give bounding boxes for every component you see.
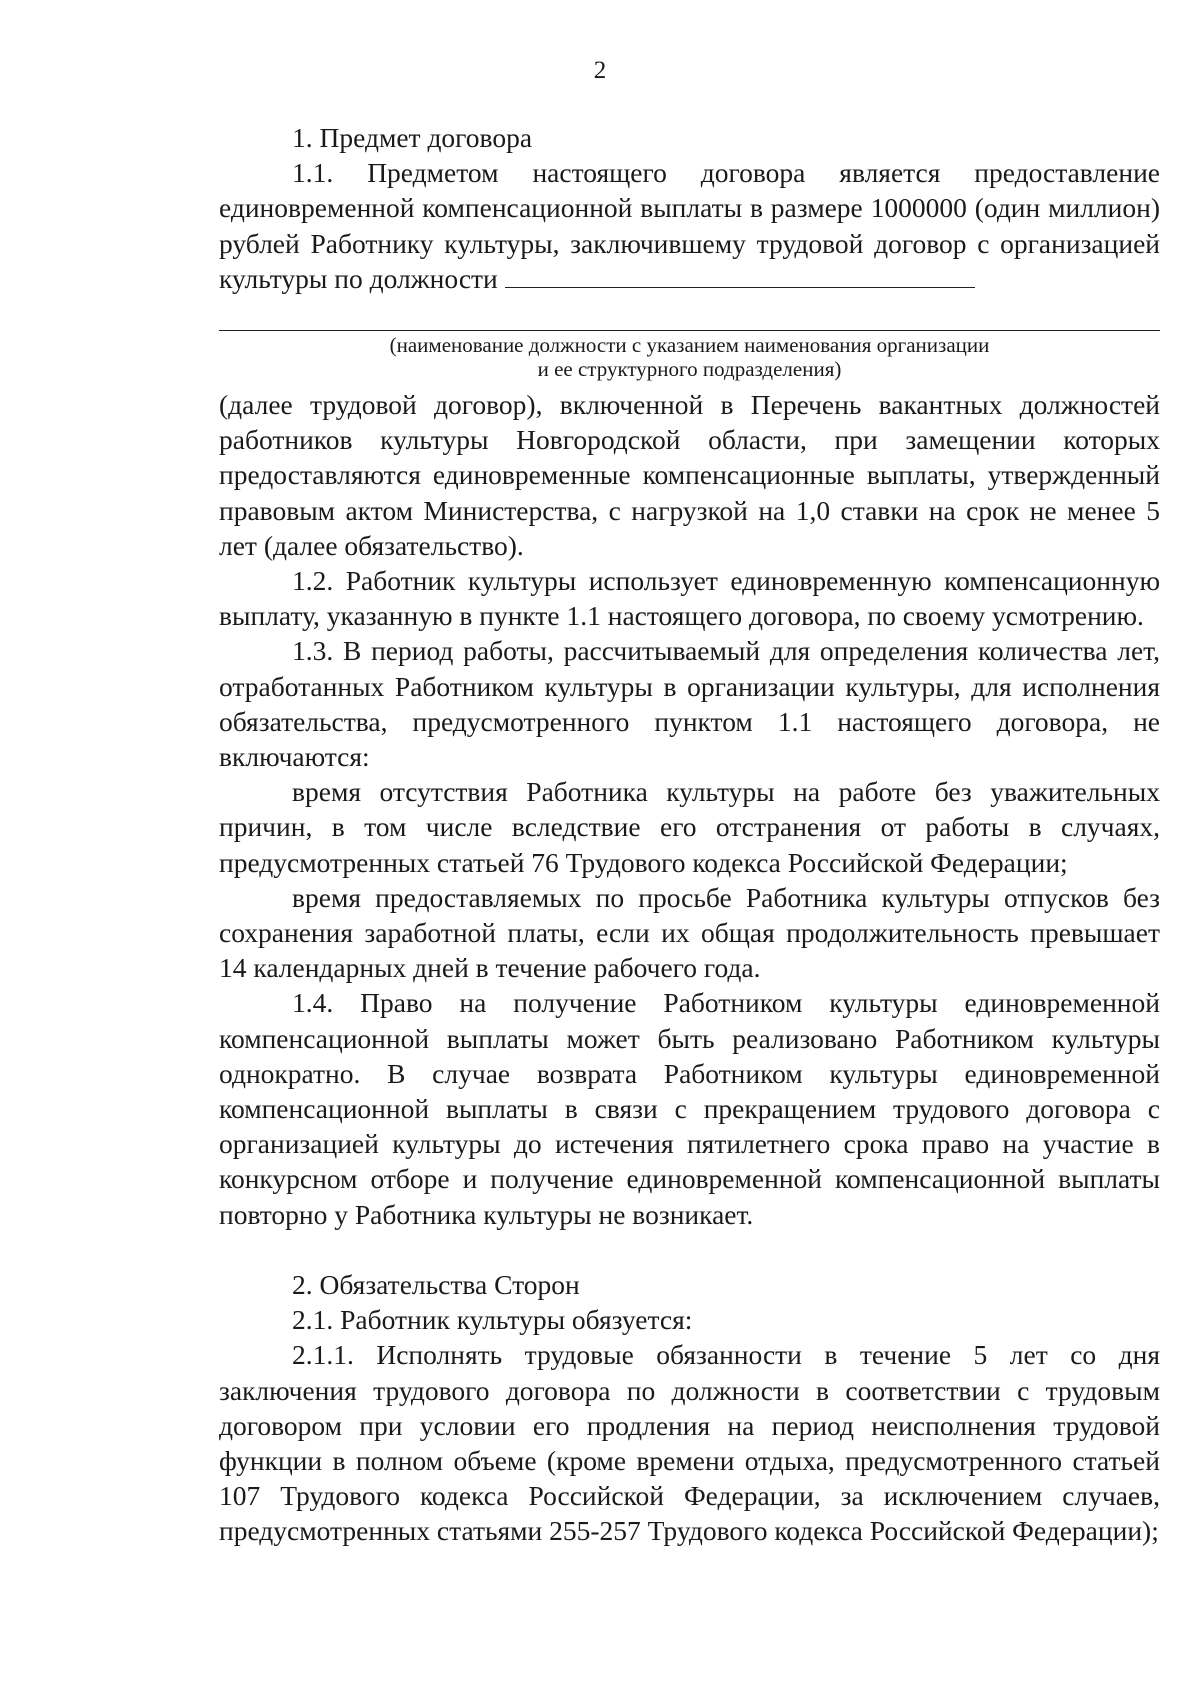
section-2-heading: 2. Обязательства Сторон xyxy=(292,1268,580,1300)
clause-2-1-1: 2.1.1. Исполнять трудовые обязанности в течение 5 лет со дня заключения трудового договора по должности в соответствии с трудовым договором при условии его продления на период неисполнения трудовой функции в полном объеме (кроме времени отдыха, предусмотренного статьей 107 Трудового кодекса Российской Федерации, за исключением случаев, предусмотренных статьями 255-257 Трудового кодекса Российской Федерации); xyxy=(219,1339,1160,1547)
position-blank-line xyxy=(505,265,975,288)
caption-line-2: и ее структурного подразделения) xyxy=(537,357,842,382)
clause-2-1: 2.1. Работник культуры обязуется: xyxy=(292,1304,693,1336)
position-blank-line-2 xyxy=(219,330,1160,331)
section-1-heading: 1. Предмет договора xyxy=(292,122,533,153)
page-number: 2 xyxy=(593,57,607,84)
clause-1-1-continued: (далее трудовой договор), включенной в Перечень вакантных должностей работников культуры Новгородской области, при замещении которых предоставляются единовременные компенсационные выплаты, утвержденный правовым актом Министерства, с нагрузкой на 1,0 ставки на срок не менее 5 лет (далее обязательство). xyxy=(219,389,1160,561)
clause-1-3-item-a: время отсутствия Работника культуры на работе без уважительных причин, в том числе вследствие его отстранения от работы в случаях, предусмотренных статьей 76 Трудового кодекса Российской Федерации; xyxy=(219,776,1160,878)
clause-1-3: 1.3. В период работы, рассчитываемый для определения количества лет, отработанных Работником культуры в организации культуры, для исполнения обязательства, предусмотренного пунктом 1.1 настоящего договора, не включаются: xyxy=(219,635,1160,773)
position-caption xyxy=(219,333,1160,381)
caption-line-1: (наименование должности с указанием наименования организации xyxy=(389,333,990,358)
section-spacer xyxy=(219,1232,1160,1267)
document-body xyxy=(219,120,1160,1549)
clause-1-2: 1.2. Работник культуры использует единовременную компенсационную выплату, указанную в пункте 1.1 настоящего договора, по своему усмотрению. xyxy=(219,565,1160,632)
clause-1-1-text: 1.1. Предметом настоящего договора является предоставление единовременной компенсационной выплаты в размере 1000000 (один миллион) рублей Работнику культуры, заключившему трудовой договор с организацией культуры по должности xyxy=(219,157,1160,294)
clause-1-4: 1.4. Право на получение Работником культуры единовременной компенсационной выплаты может быть реализовано Работником культуры однократно. В случае возврата Работником культуры единовременной компенсационной выплаты в связи с прекращением трудового договора с организацией культуры до истечения пятилетнего срока право на участие в конкурсном отборе и получение единовременной компенсационной выплаты повторно у Работника культуры не возникает. xyxy=(219,987,1160,1230)
clause-1-3-item-b: время предоставляемых по просьбе Работника культуры отпусков без сохранения заработной платы, если их общая продолжительность превышает 14 календарных дней в течение рабочего года. xyxy=(219,881,1160,984)
clause-1-1 xyxy=(219,155,1160,296)
